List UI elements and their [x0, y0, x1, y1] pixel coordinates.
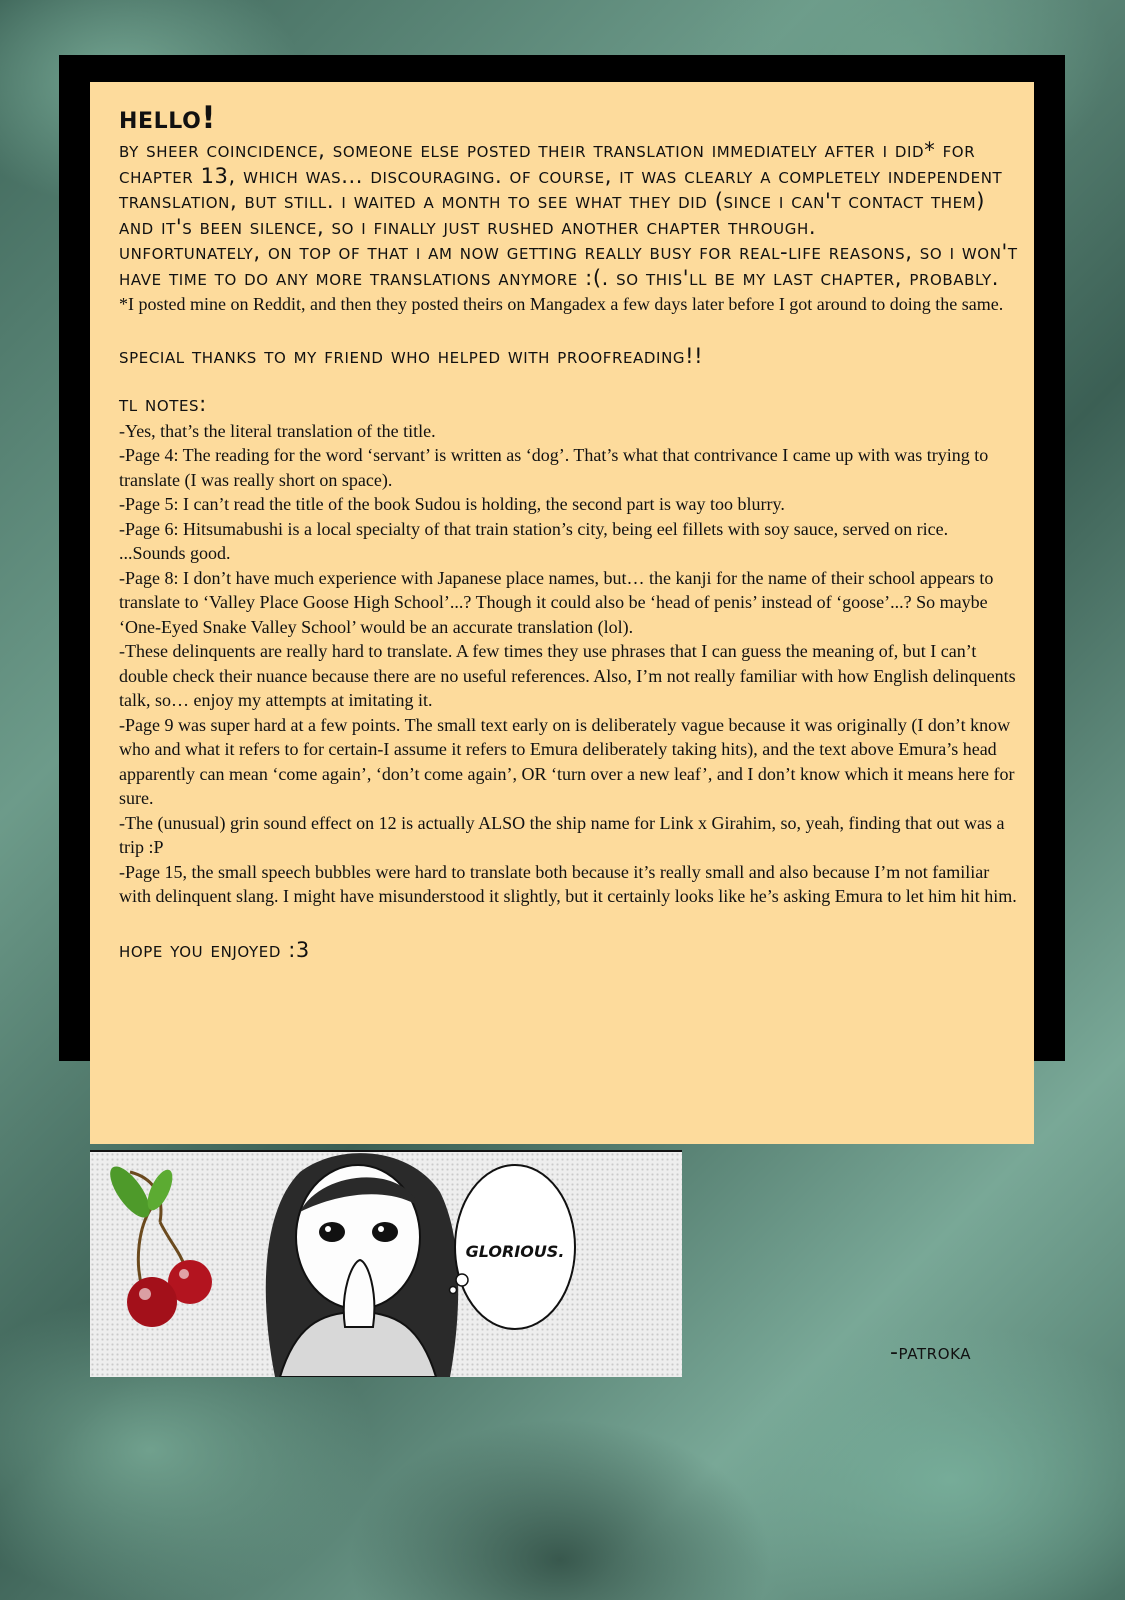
footnote: *I posted mine on Reddit, and then they posted theirs on Mangadex a few days later before I got around to doing the same.	[119, 293, 1004, 314]
tl-note: -Page 15, the small speech bubbles were hard to translate both because it’s really small and also because I’m not familiar with delinquent slang. I might have misunderstood it slightly, but it certainly looks like he’s asking Emura to let him hit him.	[119, 861, 1017, 907]
intro-block	[119, 138, 1019, 292]
manga-panel	[90, 1150, 682, 1377]
tl-note: -Page 9 was super hard at a few points. The small text early on is deliberately vague because it was originally (I don’t know who and what it refers to for certain-I assume it refers to Emura deliberately taking hits), and the text above Emura’s head apparently can mean ‘come again’, ‘don’t come again’, OR ‘turn over a new leaf’, and I don’t know which it means here for sure.	[119, 714, 1015, 809]
tl-note: -Yes, that’s the literal translation of the title.	[119, 420, 436, 441]
bubble-text: GLORIOUS.	[465, 1242, 565, 1261]
tl-notes-list	[119, 419, 1019, 909]
tl-note: -Page 6: Hitsumabushi is a local specialty of that train station’s city, being eel fillets with soy sauce, served on rice. ...Sounds good.	[119, 518, 949, 564]
tl-note: -Page 5: I can’t read the title of the book Sudou is holding, the second part is way too blurry.	[119, 494, 785, 515]
tl-notes-heading: tl notes:	[119, 391, 207, 416]
greeting-heading: hello!	[119, 100, 217, 136]
cherry-icon	[103, 1161, 212, 1327]
tl-note: -Page 4: The reading for the word ‘servant’ is written as ‘dog’. That’s what that contrivance I came up with was trying to translate (I was really short on space).	[119, 445, 989, 490]
tl-note: -Page 8: I don’t have much experience with Japanese place names, but… the kanji for the name of their school appears to translate to ‘Valley Place Goose High School’...? Though it could also be ‘head of penis’ instead of ‘goose’...? So maybe ‘One-Eyed Snake Valley School’ would be an accurate translation (lol).	[119, 567, 994, 637]
thanks-line: special thanks to my friend who helped with proofreading!!	[119, 343, 704, 368]
intro-paragraph: by sheer coincidence, someone else posted their translation immediately after i did* for chapter 13, which was... discouraging. of course, it was clearly a completely independent translation, but still. i waited a month to see what they did (since i can't contact them) and it's been silence, so i finally just rushed another chapter through.	[119, 138, 1003, 239]
credits-text	[119, 100, 1019, 963]
signature: -patroka	[890, 1340, 972, 1365]
closing-line: hope you enjoyed :3	[119, 937, 310, 962]
tl-note: -The (unusual) grin sound effect on 12 is actually ALSO the ship name for Link x Girahim, so, yeah, finding that out was a trip :P	[119, 812, 1005, 858]
tl-note: -These delinquents are really hard to translate. A few times they use phrases that I can guess the meaning of, but I can’t double check their nuance because there are no useful references. Also, I’m not really familiar with how English delinquents talk, so… enjoy my attempts at imitating it.	[119, 641, 1016, 711]
character-figure	[266, 1153, 458, 1377]
intro-paragraph: unfortunately, on top of that i am now getting really busy for real-life reasons, so i won't have time to do any more translations anymore :(. so this'll be my last chapter, probably.	[119, 240, 1018, 290]
manga-illustration	[90, 1152, 682, 1377]
